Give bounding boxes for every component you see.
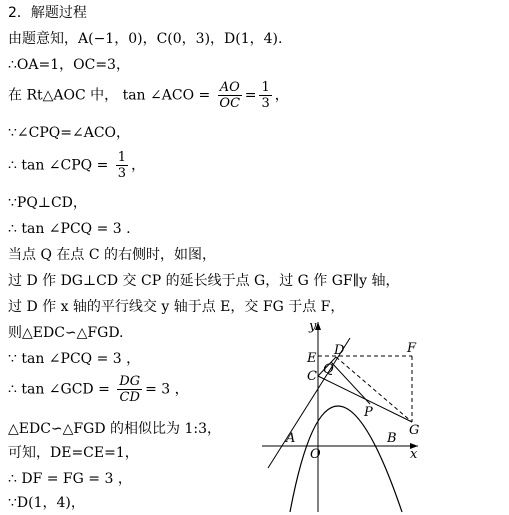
formula-prefix: 在 Rt△AOC 中， tan ∠ACO = xyxy=(8,87,211,104)
dashed-dg xyxy=(336,357,412,422)
label-b: B xyxy=(387,431,397,446)
label-y: y xyxy=(309,319,317,334)
formula-suffix: ， xyxy=(131,157,146,174)
label-x: x xyxy=(410,447,418,462)
numerator: AO xyxy=(219,80,240,95)
text-line-2: ∴OA=1，OC=3， xyxy=(8,57,130,73)
text-line-16: ∴ DF = FG = 3 ， xyxy=(8,471,132,487)
text-line-14: △EDC∽△FGD 的相似比为 1:3， xyxy=(8,421,221,437)
label-p: P xyxy=(364,405,373,420)
parabola-curve xyxy=(290,406,402,512)
text-line-6: ∵PQ⊥CD， xyxy=(8,195,87,211)
text-line-1: 由题意知，A(−1，0)，C(0，3)，D(1，4). xyxy=(8,31,283,47)
formula-suffix: = 3 ， xyxy=(145,381,189,398)
text-line-7: ∴ tan ∠PCQ = 3 . xyxy=(8,221,131,237)
label-c: C xyxy=(307,369,317,384)
label-f: F xyxy=(407,341,417,356)
denominator: 3 xyxy=(117,166,127,181)
denominator: OC xyxy=(219,96,241,111)
formula-prefix: ∴ tan ∠GCD = xyxy=(8,381,110,398)
text-line-15: 可知，DE=CE=1， xyxy=(8,445,139,461)
denominator: CD xyxy=(119,390,140,405)
formula-suffix: ， xyxy=(274,87,289,104)
label-q: Q xyxy=(323,362,334,377)
label-a: A xyxy=(286,431,296,446)
formula-prefix: ∴ tan ∠CPQ = xyxy=(8,157,109,174)
numerator: 1 xyxy=(261,80,270,95)
label-g: G xyxy=(409,423,420,438)
numerator: 1 xyxy=(117,150,127,165)
section-header: 2．解题过程 xyxy=(8,5,87,21)
text-line-8: 当点 Q 在点 C 的右侧时，如图， xyxy=(8,247,216,263)
text-line-12: ∵ tan ∠PCQ = 3 ， xyxy=(8,351,141,367)
numerator: DG xyxy=(119,374,141,389)
label-o: O xyxy=(310,447,321,462)
text-line-10: 过 D 作 x 轴的平行线交 y 轴于点 E，交 FG 于点 F， xyxy=(8,299,345,315)
line-qp xyxy=(331,362,370,404)
text-line-11: 则△EDC∽△FGD. xyxy=(8,325,124,341)
text-line-17: ∵D(1，4)， xyxy=(8,495,85,511)
text-line-9: 过 D 作 DG⊥CD 交 CP 的延长线于点 G，过 G 作 GF∥y 轴， xyxy=(8,273,400,289)
label-e: E xyxy=(307,351,317,366)
text-line-4: ∵∠CPQ=∠ACO， xyxy=(8,125,131,141)
denominator: 3 xyxy=(261,96,270,111)
label-d: D xyxy=(334,343,345,358)
equals-sign: = xyxy=(244,87,257,104)
